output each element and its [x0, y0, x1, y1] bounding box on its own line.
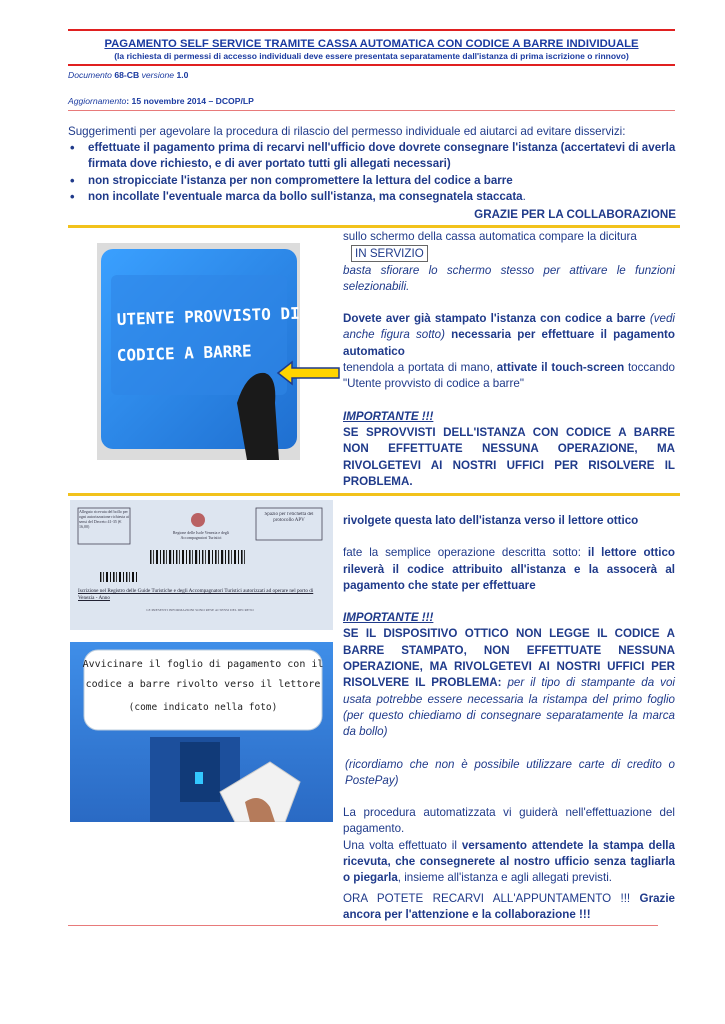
- important-text-1: SE SPROVVISTI DELL'ISTANZA CON CODICE A BARRE NON EFFETTUATE NESSUNA OPERAZIONE, MA RIVOLGETEVI AI NOSTRI UFFICI PER RISOLVERE IL PROBLEMA.: [343, 425, 675, 488]
- page-subtitle: (la richiesta di permessi di accesso individuali deve essere presentata separatamente dall'istanza di prima iscrizione o rinnovo): [114, 51, 629, 61]
- important-text-2: SE IL DISPOSITIVO OTTICO NON LEGGE IL CODICE A BARRE STAMPATO, NON EFFETTUATE NESSUNA OPERAZIONE, MA RIVOLGETEVI AI NOSTRI UFFICI PER RISOLVERE IL PROBLEMA: per il tipo di stampante da voi usata potrebbe essere necessaria la ristampa del primo foglio (per questo chiediamo di consegnare separatamente la marca da bollo): [343, 627, 675, 739]
- doc-footer-text: LE PRESENTI INFORMAZIONI SONO RESE AI SENSI DEL DECRETO: [146, 608, 254, 612]
- top-red-rule: [68, 29, 675, 31]
- document-illustration: [70, 500, 333, 630]
- section1-rule: [68, 225, 680, 228]
- kiosk-photo: [70, 642, 333, 822]
- thanks-note: GRAZIE PER LA COLLABORAZIONE: [474, 208, 676, 221]
- screen-instruction: sullo schermo della cassa automatica compare la dicitura: [343, 230, 637, 243]
- touch-instruction: basta sfiorare lo schermo stesso per attivare le funzioni selezionabili.: [343, 263, 675, 293]
- bullet-item: • effettuate il pagamento prima di recarvi nell'ufficio dove dovrete consegnare l'istanza (accertatevi di averla firmata dove richiesto, e di aver portato tutti gli allegati necessari): [68, 140, 678, 173]
- kiosk-message-line1: Avvicinare il foglio di pagamento con il: [82, 659, 324, 670]
- scan-instruction: fate la semplice operazione descritta sotto: il lettore ottico rileverà il codice attribuito all'istanza e la assocerà al pagamento che state per effettuare: [343, 546, 676, 592]
- kiosk-message-line3: (come indicato nella foto): [128, 702, 278, 713]
- important-heading-2: IMPORTANTE !!!: [343, 611, 434, 625]
- doc-stamp-box-text: Allegato ricevuta del bollo per ogni autorizzazione richiesta ai sensi del Decreto 41-35 (€ 16,00): [79, 509, 129, 529]
- screen-label-line1: UTENTE PROVVISTO DI: [116, 303, 300, 329]
- footer-divider: [68, 925, 658, 926]
- intro-lead: Suggerimenti per agevolare la procedura di rilascio del permesso individuale ed aiutarci ad evitare disservizi:: [68, 125, 626, 138]
- header-red-rule: [68, 64, 675, 66]
- page-title: PAGAMENTO SELF SERVICE TRAMITE CASSA AUTOMATICA CON CODICE A BARRE INDIVIDUALE: [104, 38, 639, 50]
- barcode-requirement: Dovete aver già stampato l'istanza con codice a barre (vedi anche figura sotto) necessaria per effettuare il pagamento automatico: [343, 312, 675, 358]
- barcode-document-photo: [70, 500, 333, 630]
- touchscreen-photo: [97, 243, 300, 460]
- in-servizio-box: IN SERVIZIO: [351, 245, 428, 262]
- receipt-instruction: Una volta effettuato il versamento attendete la stampa della ricevuta, che consegnerete al nostro ufficio senza tagliarla o piegarla, insieme all'istanza e agli allegati previsti.: [343, 838, 675, 885]
- section2-text: [343, 513, 675, 923]
- kiosk-illustration: [70, 642, 333, 822]
- coat-of-arms-icon: [191, 513, 205, 527]
- important-heading-1: IMPORTANTE !!!: [343, 409, 434, 423]
- section2-rule: [68, 493, 680, 496]
- doc-body-text: Iscrizione nel Registro delle Guide Turistiche e degli Accompagnatori Turistici autorizzati ad operare nel porto di Venezia - Anno: [78, 588, 314, 601]
- section1-text: [343, 229, 675, 490]
- update-date: Aggiornamento: 15 novembre 2014 – DCOP/LP: [68, 96, 254, 106]
- bullet-item: • non incollate l'eventuale marca da bollo sull'istanza, ma consegnatela staccata.: [68, 189, 678, 205]
- meta-divider: [68, 110, 675, 111]
- reader-instruction: rivolgete questa lato dell'istanza verso il lettore ottico: [343, 514, 639, 527]
- kiosk-message-line2: codice a barre rivolto verso il lettore: [85, 679, 321, 690]
- intro-bullets: [68, 140, 678, 205]
- document-version: Documento 68-CB versione 1.0: [68, 70, 189, 80]
- doc-protocol-box-text: Spazio per l'etichetta del protocollo APV: [264, 512, 314, 523]
- barcode-reader-icon: [195, 772, 203, 784]
- closing-note: ORA POTETE RECARVI ALL'APPUNTAMENTO !!! Grazie ancora per l'attenzione e la collaborazione !!!: [343, 891, 675, 921]
- screen-label-line2: CODICE A BARRE: [116, 341, 252, 365]
- activate-touchscreen: tenendola a portata di mano, attivate il touch-screen toccando "Utente provvisto di codice a barre": [343, 361, 676, 391]
- bullet-item: • non stropicciate l'istanza per non compromettere la lettura del codice a barre: [68, 173, 678, 189]
- arrow-left-icon: [276, 358, 342, 388]
- doc-header-text: Regione delle Isole Venezia e degli Accompagnatori Turistici: [172, 530, 230, 540]
- procedure-note: La procedura automatizzata vi guiderà nell'effettuazione del pagamento.: [343, 806, 675, 836]
- card-note: (ricordiamo che non è possibile utilizzare carte di credito o PostePay): [345, 757, 675, 787]
- touchscreen-illustration: [97, 243, 300, 460]
